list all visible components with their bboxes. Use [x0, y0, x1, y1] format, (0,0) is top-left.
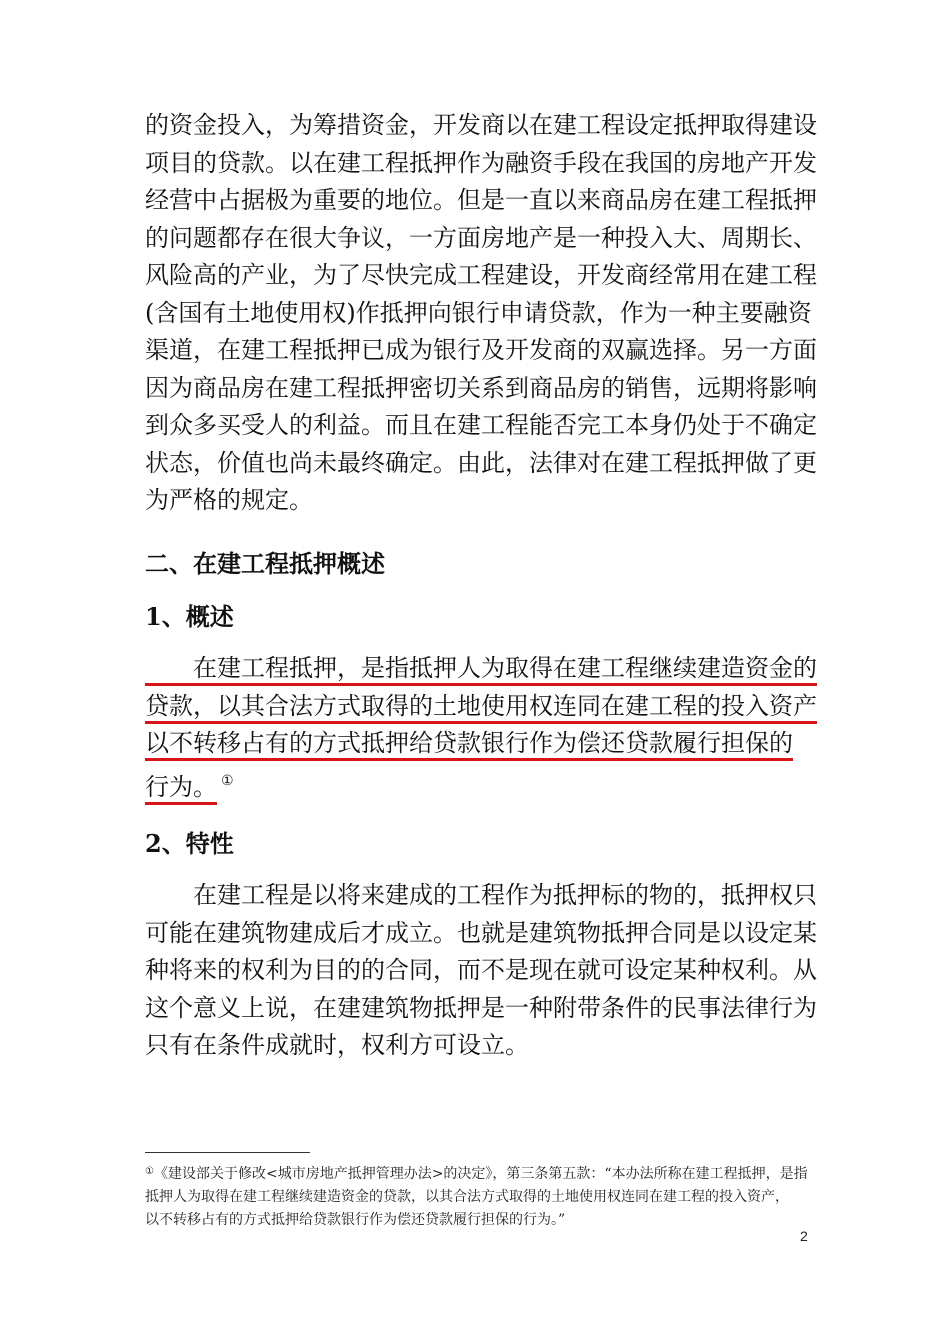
- underlined-line: 在建工程抵押，是指抵押人为取得在建工程继续建造资金的: [145, 654, 817, 686]
- intro-line: 项目的贷款。以在建工程抵押作为融资手段在我国的房地产开发: [145, 148, 817, 177]
- features-paragraph: [145, 877, 815, 1065]
- intro-line: 状态，价值也尚未最终确定。由此，法律对在建工程抵押做了更: [145, 448, 817, 477]
- definition-paragraph: [145, 650, 815, 800]
- footnote-mark: ①: [145, 1166, 154, 1177]
- underlined-line: 以不转移占有的方式抵押给贷款银行作为偿还贷款履行担保的: [145, 729, 793, 761]
- footnote-reference[interactable]: ①: [221, 772, 234, 789]
- features-line: 可能在建筑物建成后才成立。也就是建筑物抵押合同是以设定某: [145, 918, 817, 947]
- intro-line: (含国有土地使用权)作抵押向银行申请贷款，作为一种主要融资: [145, 298, 812, 327]
- features-line: 种将来的权利为目的的合同，而不是现在就可设定某种权利。从: [145, 956, 817, 984]
- footnote-line: 抵押人为取得在建工程继续建造资金的贷款，以其合法方式取得的土地使用权连同在建工程的投入资产，: [145, 1189, 789, 1205]
- intro-line: 因为商品房在建工程抵押密切关系到商品房的销售，远期将影响: [145, 373, 817, 402]
- features-line: 只有在条件成就时，权利方可设立。: [145, 1031, 529, 1059]
- intro-line: 经营中占据极为重要的地位。但是一直以来商品房在建工程抵押: [145, 186, 817, 214]
- features-line: 这个意义上说，在建建筑物抵押是一种附带条件的民事法律行为: [145, 993, 817, 1022]
- intro-line: 的问题都存在很大争议，一方面房地产是一种投入大、周期长、: [145, 223, 817, 252]
- subsection-heading-overview: 1、概述: [145, 602, 234, 631]
- footnote-line: 以不转移占有的方式抵押给贷款银行作为偿还贷款履行担保的行为。”: [145, 1212, 566, 1228]
- intro-paragraph: [145, 107, 815, 520]
- footnote-line: 《建设部关于修改<城市房地产抵押管理办法>的决定》，第三条第五款：“本办法所称在建工程抵押，是指: [153, 1166, 808, 1182]
- subsection-heading-features: 2、特性: [145, 829, 234, 858]
- section-heading: 二、在建工程抵押概述: [145, 549, 385, 578]
- underlined-line: 贷款，以其合法方式取得的土地使用权连同在建工程的投入资产: [145, 692, 817, 724]
- footnote: [145, 1160, 815, 1232]
- features-line: 在建工程是以将来建成的工程作为抵押标的物的，抵押权只: [145, 881, 817, 909]
- underlined-line: 行为。: [145, 773, 217, 805]
- footnote-divider: [145, 1152, 310, 1153]
- intro-line: 为严格的规定。: [145, 486, 313, 514]
- page-number: 2: [800, 1228, 808, 1244]
- intro-line: 渠道，在建工程抵押已成为银行及开发商的双赢选择。另一方面: [145, 336, 817, 364]
- intro-line: 到众多买受人的利益。而且在建工程能否完工本身仍处于不确定: [145, 411, 817, 439]
- intro-line: 的资金投入，为筹措资金，开发商以在建工程设定抵押取得建设: [145, 111, 817, 139]
- intro-line: 风险高的产业，为了尽快完成工程建设，开发商经常用在建工程: [145, 261, 817, 289]
